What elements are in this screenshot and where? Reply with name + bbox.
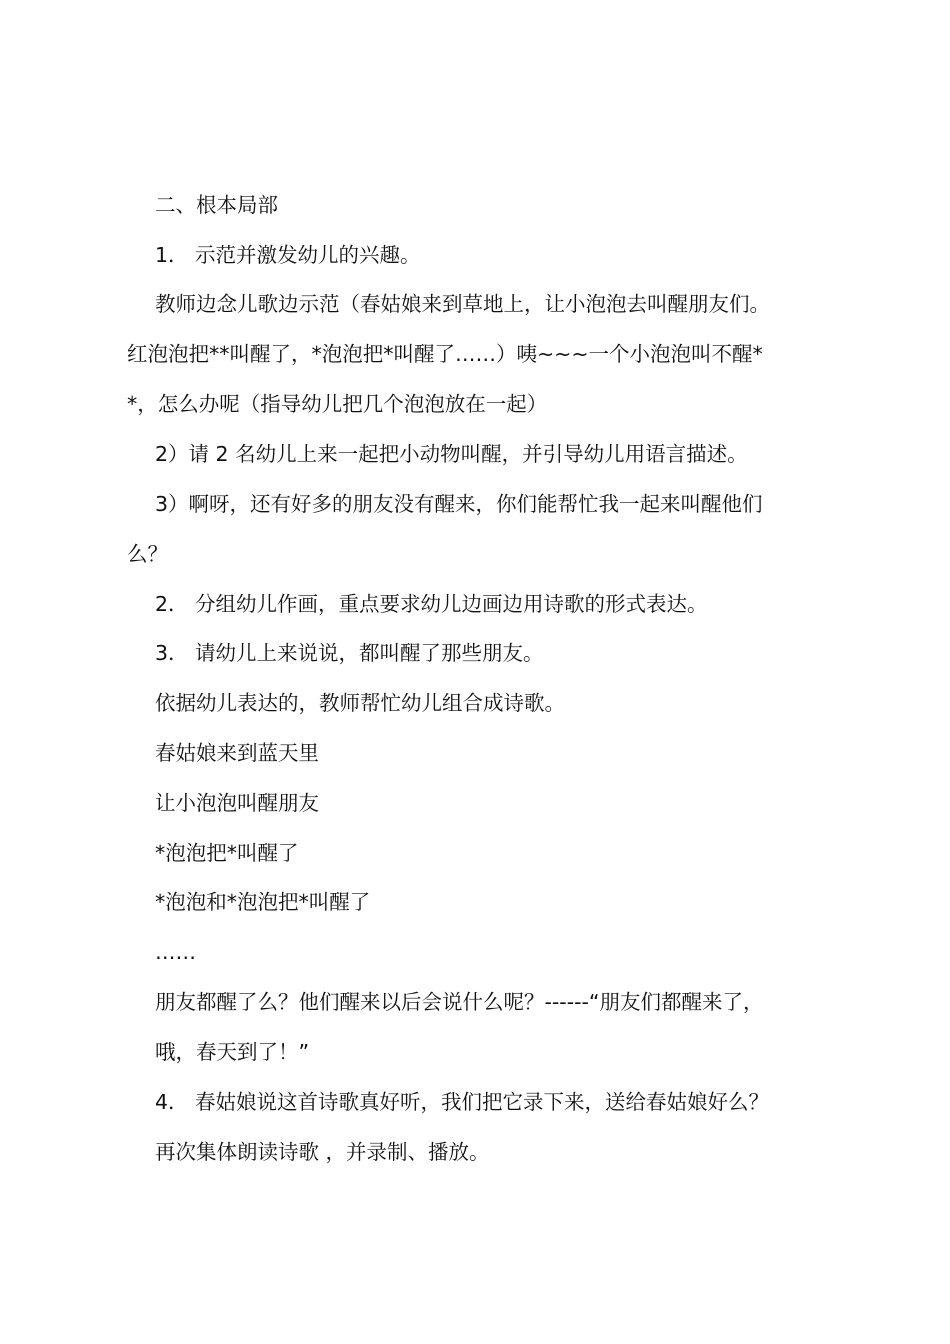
step-3-title: 3． 请幼儿上来说说，都叫醒了那些朋友。 <box>155 641 544 665</box>
poem-line: 让小泡泡叫醒朋友 <box>155 791 319 815</box>
paragraph-line: 依据幼儿表达的，教师帮忙幼儿组合成诗歌。 <box>155 691 565 715</box>
poem-ellipsis: …… <box>155 940 196 964</box>
poem-line: *泡泡和*泡泡把*叫醒了 <box>155 890 371 914</box>
paragraph-line: 红泡泡把**叫醒了，*泡泡把*叫醒了……）咦~~~一个小泡泡叫不醒* <box>127 342 763 366</box>
sub-step-3: 3）啊呀，还有好多的朋友没有醒来，你们能帮忙我一起来叫醒他们 <box>155 492 763 516</box>
poem-line: *泡泡把*叫醒了 <box>155 841 299 865</box>
paragraph-line: 么？ <box>127 542 168 566</box>
section-heading: 二、根本局部 <box>155 193 278 217</box>
paragraph-line: 哦，春天到了！” <box>155 1040 310 1064</box>
paragraph-line: 朋友都醒了么？他们醒来以后会说什么呢？------“朋友们都醒来了， <box>155 990 764 1014</box>
paragraph-line: *，怎么办呢（指导幼儿把几个泡泡放在一起） <box>127 392 548 416</box>
step-4-title: 4． 春姑娘说这首诗歌真好听，我们把它录下来，送给春姑娘好么？ <box>155 1090 770 1114</box>
poem-line: 春姑娘来到蓝天里 <box>155 741 319 765</box>
step-1-title: 1． 示范并激发幼儿的兴趣。 <box>155 243 421 267</box>
step-2-title: 2． 分组幼儿作画，重点要求幼儿边画边用诗歌的形式表达。 <box>155 592 708 616</box>
paragraph-line: 再次集体朗读诗歌 ，并录制、播放。 <box>155 1140 490 1164</box>
sub-step-2: 2）请 2 名幼儿上来一起把小动物叫醒，并引导幼儿用语言描述。 <box>155 442 748 466</box>
paragraph-line: 教师边念儿歌边示范（春姑娘来到草地上，让小泡泡去叫醒朋友们。 <box>155 292 770 316</box>
